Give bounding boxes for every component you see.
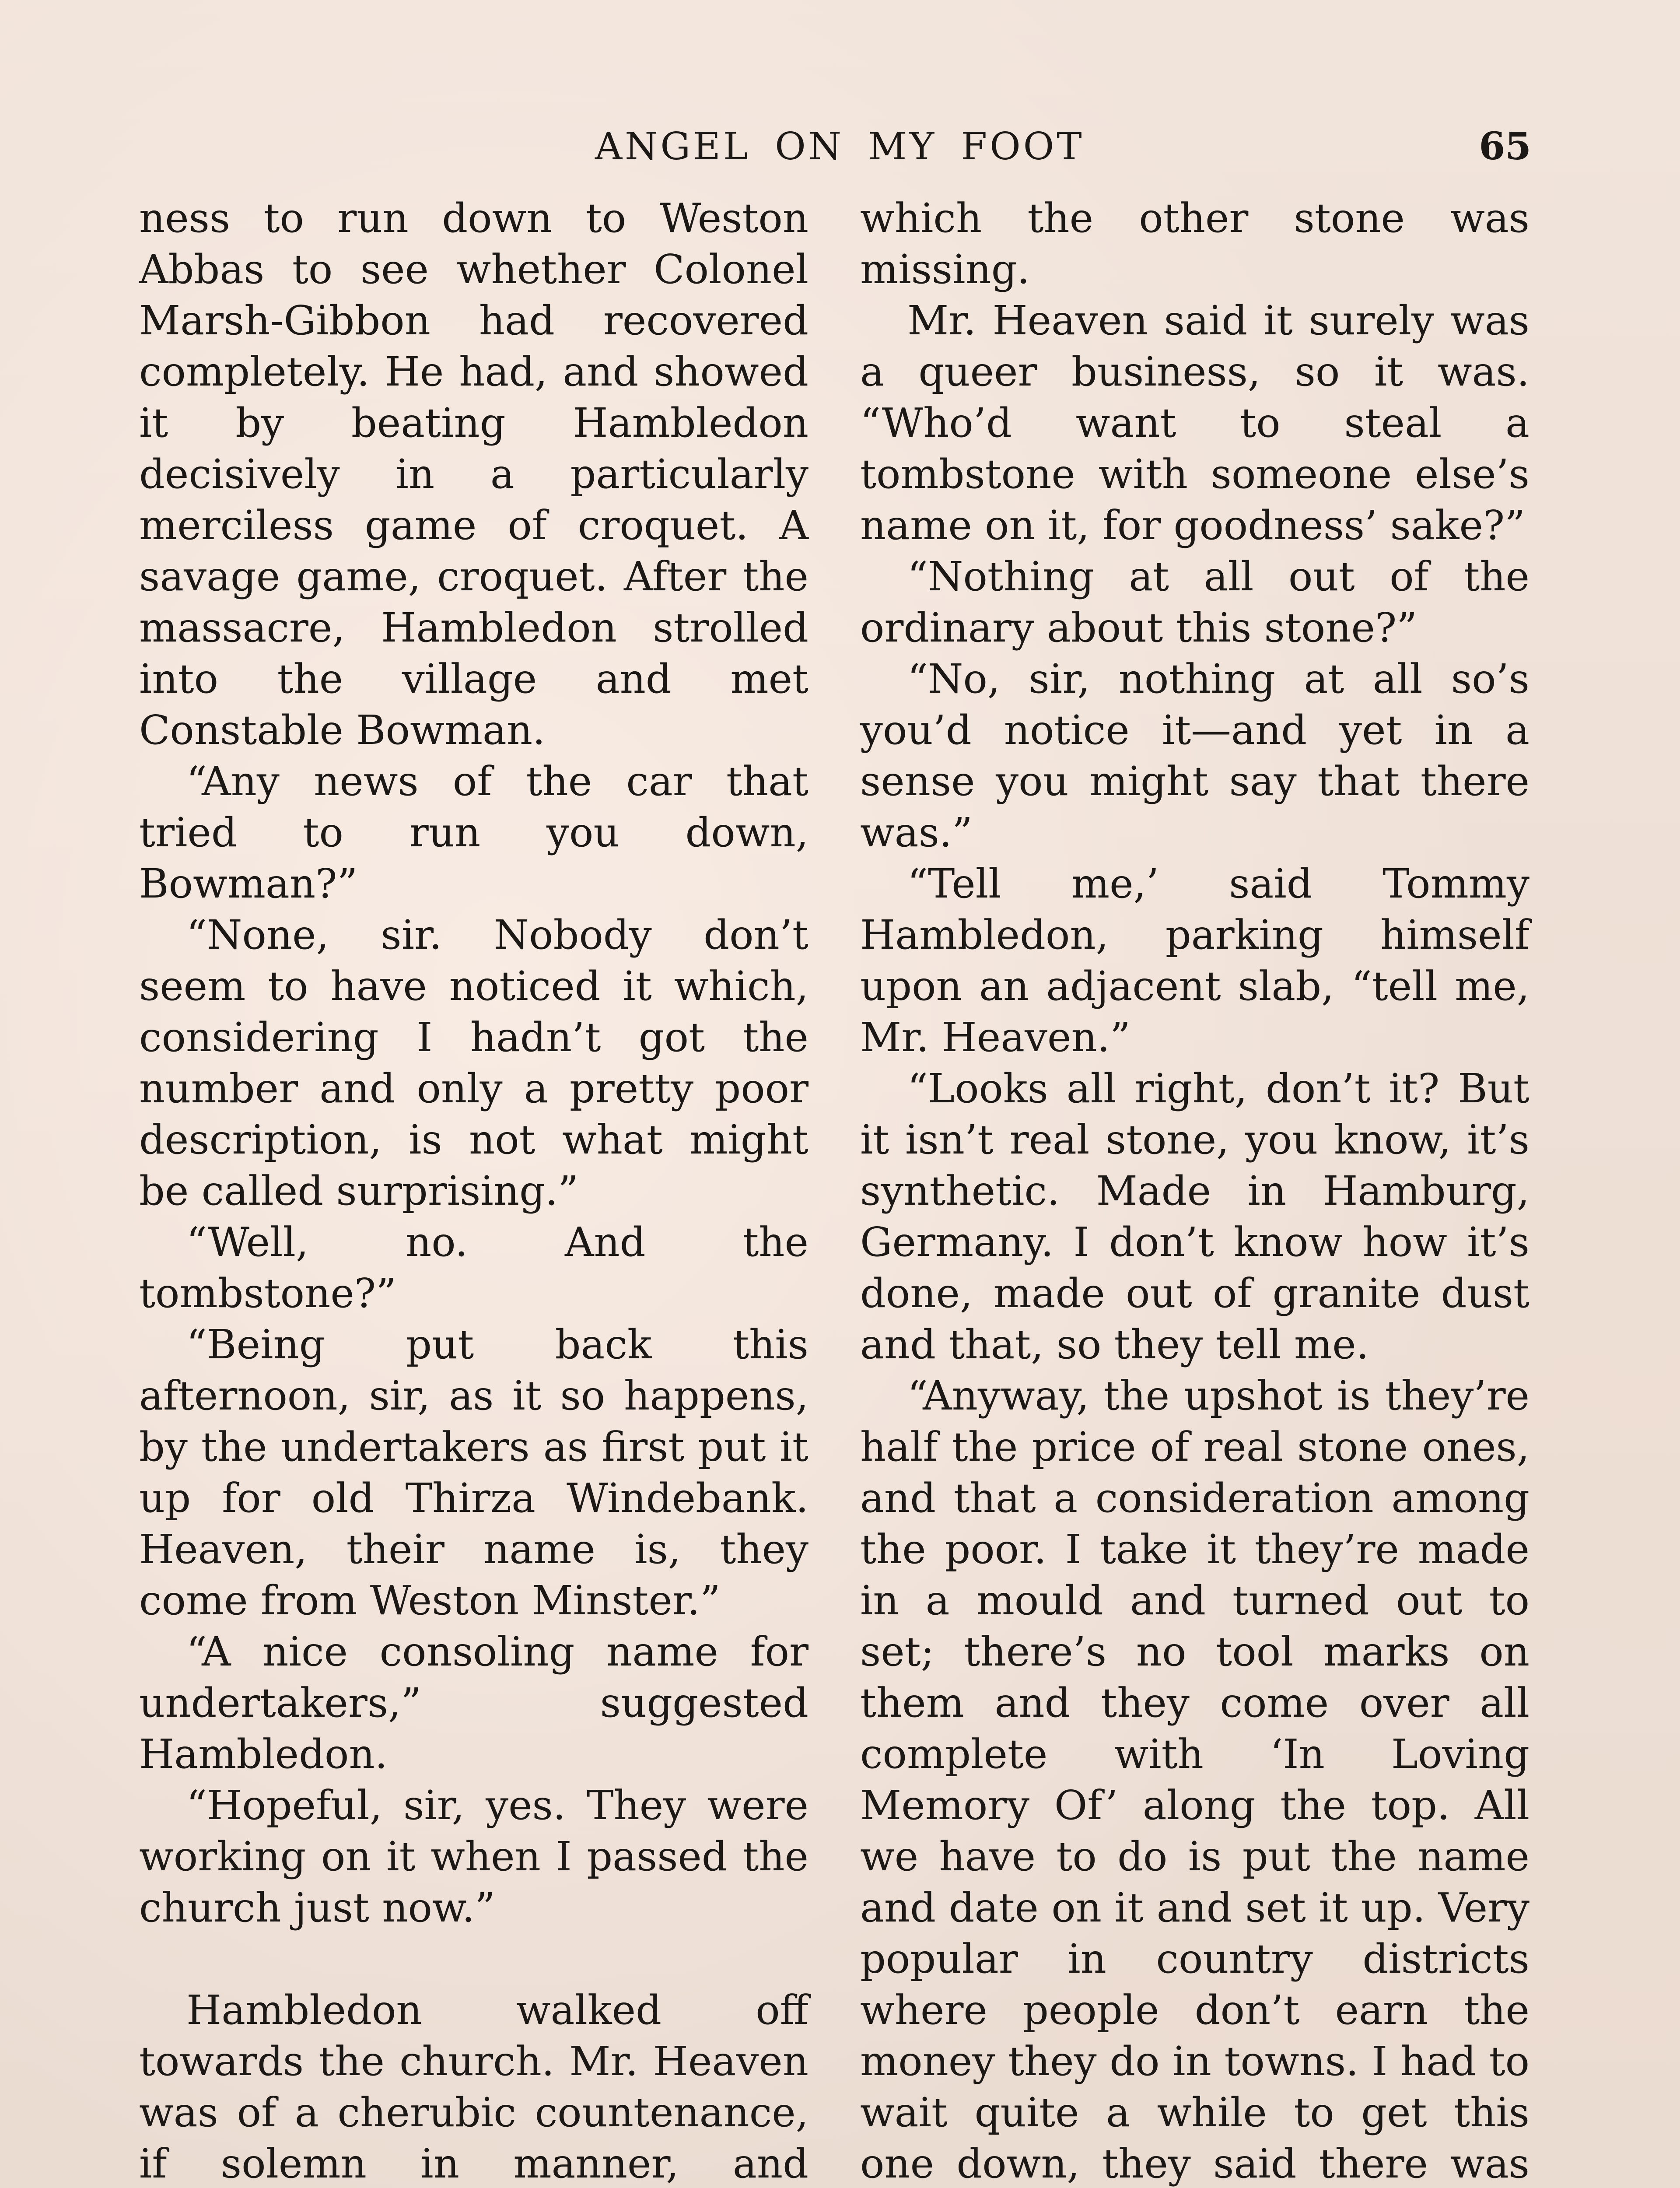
paragraph: “Looks all right, don’t it? But it isn’t real stone, you know, it’s synthetic. Made in Hamburg, Germany. I don’t know how it’s done, made out of granite dust and that, so they tell me.	[860, 1065, 1530, 1368]
running-head-title: ANGEL ON MY FOOT	[595, 125, 1085, 168]
paragraph: “Being put back this afternoon, sir, as it so happens, by the undertakers as first put it up for old Thirza Windebank. Heaven, their name is, they come from Weston Minster.”	[139, 1321, 808, 1624]
paragraph: which the other stone was missing.	[860, 195, 1530, 293]
paragraph: “A nice consoling name for undertakers,” suggested Hambledon.	[139, 1628, 808, 1778]
paragraph: Hambledon walked off towards the church. Mr. Heaven was of a cherubic countenance, if solemn in manner, and	[139, 1987, 808, 2187]
paragraph: Mr. Heaven said it surely was a queer business, so it was. “Who’d want to steal a tombstone with someone else’s name on it, for goodness’ sake?”	[860, 297, 1530, 549]
paragraph: “Tell me,’ said Tommy Hambledon, parking himself upon an adjacent slab, “tell me, Mr. Heaven.”	[860, 860, 1530, 1061]
paragraph: “Anyway, the upshot is they’re half the price of real stone ones, and that a consideration among the poor. I take it they’re made in a mould and turned out to set; there’s no tool marks on them and they come over all complete with ‘In Loving Memory Of’ along the top. All we have to do is put the name and date on it and set it up. Very popular in country districts where people don’t earn the money they do in towns. I had to wait quite a while to get this one down, they said there was	[860, 1372, 1530, 2187]
paragraph: ness to run down to Weston Abbas to see whether Colonel Marsh-Gibbon had recovered completely. He had, and showed it by beating Hambledon decisively in a particularly merciless game of croquet. A savage game, croquet. After the massacre, Hambledon strolled into the village and met Constable Bowman.	[139, 195, 808, 754]
paragraph: “None, sir. Nobody don’t seem to have noticed it which, considering I hadn’t got the number and only a pretty poor description, is not what might be called surprising.”	[139, 912, 808, 1214]
paragraph: “Any news of the car that tried to run you down, Bowman?”	[139, 758, 808, 907]
right-column	[860, 193, 1530, 2188]
paragraph: “No, sir, nothing at all so’s you’d notice it—and yet in a sense you might say that there was.”	[860, 656, 1530, 856]
page-number: 65	[1479, 124, 1531, 168]
left-column	[139, 193, 808, 2188]
paragraph: “Nothing at all out of the ordinary about this stone?”	[860, 553, 1530, 651]
paragraph: “Well, no. And the tombstone?”	[139, 1219, 808, 1317]
paragraph: “Hopeful, sir, yes. They were working on it when I passed the church just now.”	[139, 1782, 808, 1931]
